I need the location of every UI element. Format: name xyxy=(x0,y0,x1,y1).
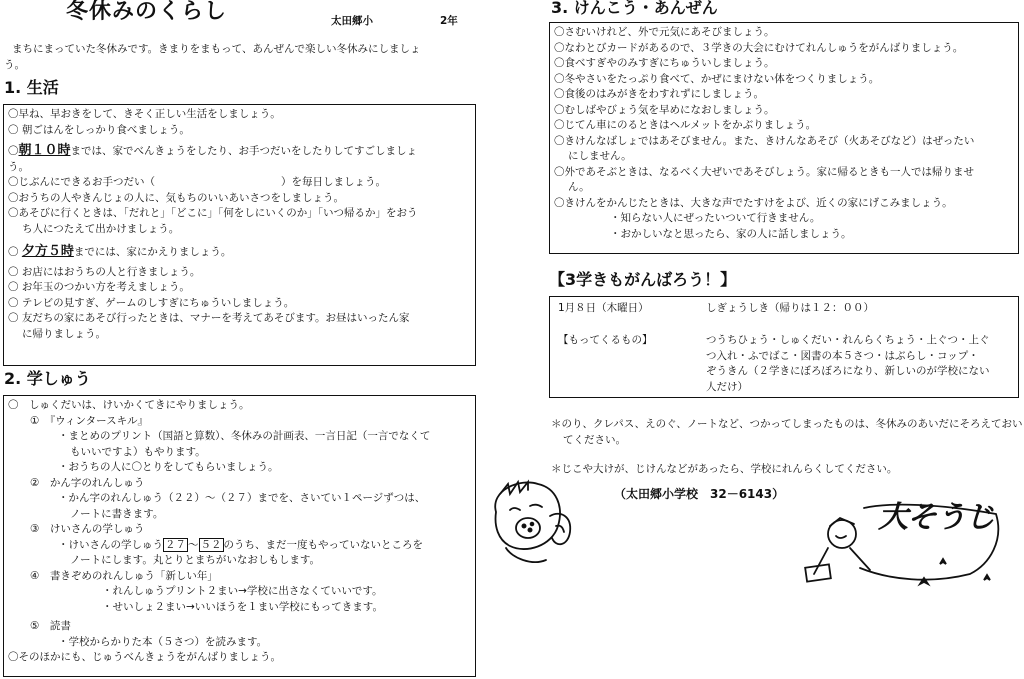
life-box xyxy=(3,104,476,366)
list-item: ・おかしいなと思ったら、家の人に話しましょう。 xyxy=(610,227,852,240)
list-item-text: のうち、まだ一度もやっていないところを xyxy=(223,538,423,551)
list-item: 〇なわとびカードがあるので、３学きの大会にむけてれんしゅうをがんばりましょう。 xyxy=(554,41,964,54)
items-line: つうちひょう・しゅくだい・れんらくちょう・上ぐつ・上ぐ xyxy=(706,334,990,346)
list-item xyxy=(8,244,471,261)
list-item-text: までには、家にかえりましょう。 xyxy=(73,246,232,258)
list-item: ・かん字のれんしゅう（２２）～（２７）までを、さいてい１ページずつは、 xyxy=(58,492,426,504)
start-date: 1月８日（木曜日） xyxy=(558,302,649,314)
health-box xyxy=(549,22,1019,254)
list-item: ・まとめのプリント（国語と算数）、冬休みの計画表、一言日記（一言でなくて xyxy=(58,430,431,442)
list-item: 〇 友だちの家にあそび行ったときは、マナーを考えてあそびます。お昼はいったん家 xyxy=(8,312,410,324)
list-item: ・れんしゅうプリント２まい→学校に出さなくていいです。 xyxy=(102,585,383,597)
highlight-time: 朝１０時 xyxy=(18,143,71,158)
range-tilde: ～ xyxy=(188,538,199,551)
list-item: ・せいしょ２まい→いいほうを１まい学校にもってきます。 xyxy=(102,600,383,613)
intro-line: う。 xyxy=(4,58,25,71)
list-item: 〇むしばやびょう気を早めになおしましょう。 xyxy=(554,103,775,116)
list-item-continued: もいいですよ）もやります。 xyxy=(70,445,206,458)
sub-heading: ④ 書きぞめのれんしゅう「新しい年」 xyxy=(30,569,218,582)
list-item-text: ・けいさんの学しゅう xyxy=(58,538,163,551)
section-heading-health: 3. けんこう・あんぜん xyxy=(551,0,718,17)
study-box xyxy=(3,395,476,677)
items-line: 人だけ） xyxy=(706,380,748,393)
page-number-box: ５２ xyxy=(200,538,222,551)
grade-label: 2年 xyxy=(440,15,458,27)
list-item: 〇じてん車にのるときはヘルメットをかぶりましょう。 xyxy=(554,119,817,131)
list-item-continued: う。 xyxy=(8,160,29,173)
list-item-continued: ち人につたえて出かけましょう。 xyxy=(22,222,180,235)
section-heading-third-term: 【3学きもがんばろう！】 xyxy=(549,270,737,289)
list-item: 〇 テレビの見すぎ、ゲームのしすぎにちゅういしましょう。 xyxy=(8,296,295,309)
note-line: ＊じこや大けが、じけんなどがあったら、学校にれんらくしてください。 xyxy=(551,463,898,475)
intro-line: まちにまっていた冬休みです。きまりをまもって、あんぜんで楽しい冬休みにしましょ xyxy=(12,43,421,55)
list-item: 〇食べすぎやのみすぎにちゅういしましょう。 xyxy=(554,57,775,69)
bullet: 〇 xyxy=(8,246,22,258)
list-item: 〇さむいけれど、外で元気にあそびましょう。 xyxy=(554,26,775,38)
note-line-continued: てください。 xyxy=(563,433,626,446)
list-item: 〇じぶんにできるお手つだい（ ）を毎日しましょう。 xyxy=(8,176,386,188)
list-item: 〇 お店にはおうちの人と行きましょう。 xyxy=(8,265,201,278)
list-item: 〇早ね、早おきをして、きそく正しい生活をしましょう。 xyxy=(8,108,281,120)
list-item: 〇きけんなばしょではあそびません。また、きけんなあそび（火あそびなど）はぜったい xyxy=(554,134,975,147)
bullet: 〇 xyxy=(8,145,19,157)
items-line: つ入れ・ふでばこ・図書の本５さつ・はぶらし・コップ・ xyxy=(706,349,979,362)
list-item: 〇外であそぶときは、なるべく大ぜいであそびしょう。家に帰るときも一人では帰りませ xyxy=(554,165,974,178)
third-term-box xyxy=(549,296,1019,398)
list-item: 〇 しゅくだいは、けいかくてきにやりましょう。 xyxy=(8,399,250,411)
sub-heading: ① 『ウィンタースキル』 xyxy=(30,414,148,427)
yawning-boy-illustration xyxy=(486,476,582,572)
list-item: 〇冬やさいをたっぷり食べて、かぜにまけない体をつくりましょう。 xyxy=(554,72,880,85)
page-title: 冬休みのくらし xyxy=(66,0,228,24)
list-item-continued: ん。 xyxy=(568,181,590,193)
school-contact: （太田郷小学校 32－6143） xyxy=(614,487,785,501)
sub-heading: ⑤ 読書 xyxy=(30,620,71,632)
section-heading-life: 1. 生活 xyxy=(4,78,59,97)
list-item: 〇そのほかにも、じゅうべんきょうをがんばりましょう。 xyxy=(8,651,281,663)
highlight-time: 夕方５時 xyxy=(21,244,74,259)
items-line: ぞうきん（２学きにぼろぼろになり、新しいのが学校にない xyxy=(706,365,990,377)
list-item-continued: に帰りましょう。 xyxy=(22,327,106,340)
list-item: 〇おうちの人やきんじょの人に、気もちのいいあいさつをしましょう。 xyxy=(8,191,344,204)
list-item xyxy=(8,143,471,160)
list-item: 〇きけんをかんじたときは、大きな声でたすけをよび、近くの家にげこみましょう。 xyxy=(554,196,953,209)
sub-heading: ③ けいさんの学しゅう xyxy=(30,523,145,535)
sub-heading: ② かん字のれんしゅう xyxy=(30,476,145,489)
list-item-continued: ノートに書きます。 xyxy=(70,507,164,520)
page-number-box: ２７ xyxy=(165,538,186,551)
list-item: ・学校からかりた本（５さつ）を読みます。 xyxy=(58,635,268,648)
list-item: 〇食後のはみがきをわすれずにしましょう。 xyxy=(554,88,764,100)
list-item-continued: ノートにします。丸とりとまちがいなおしもします。 xyxy=(70,554,321,566)
list-item: ・知らない人にぜったいついて行きません。 xyxy=(610,212,821,224)
list-item xyxy=(8,538,471,554)
list-item: 〇あそびに行くときは、「だれと」「どこに」「何をしにいくのか」「いつ帰るか」をおう xyxy=(8,207,418,219)
ceremony-info: しぎょうしき（帰りは１２：００） xyxy=(706,302,874,314)
note-line: ＊のり、クレパス、えのぐ、ノートなど、つかってしまったものは、冬休みのあいだにそろえておい xyxy=(551,418,1023,430)
list-item: 〇 朝ごはんをしっかり食べましょう。 xyxy=(8,123,190,136)
notes xyxy=(551,417,1021,478)
items-label: 【もってくるもの】 xyxy=(558,334,653,346)
section-heading-study: 2. 学しゅう xyxy=(4,369,91,388)
cleaning-title: 大そうじ xyxy=(878,500,994,535)
list-item-continued: にしません。 xyxy=(568,150,632,162)
items-list xyxy=(706,333,990,395)
list-item: 〇 お年玉のつかい方を考えましょう。 xyxy=(8,281,190,293)
intro-text xyxy=(4,42,484,73)
list-item: ・おうちの人に〇とりをしてもらいましょう。 xyxy=(58,461,279,473)
list-item-text: までは、家でべんきょうをしたり、お手つだいをしたりしてすごしましょ xyxy=(70,145,418,157)
school-name: 太田郷小 xyxy=(331,15,373,27)
